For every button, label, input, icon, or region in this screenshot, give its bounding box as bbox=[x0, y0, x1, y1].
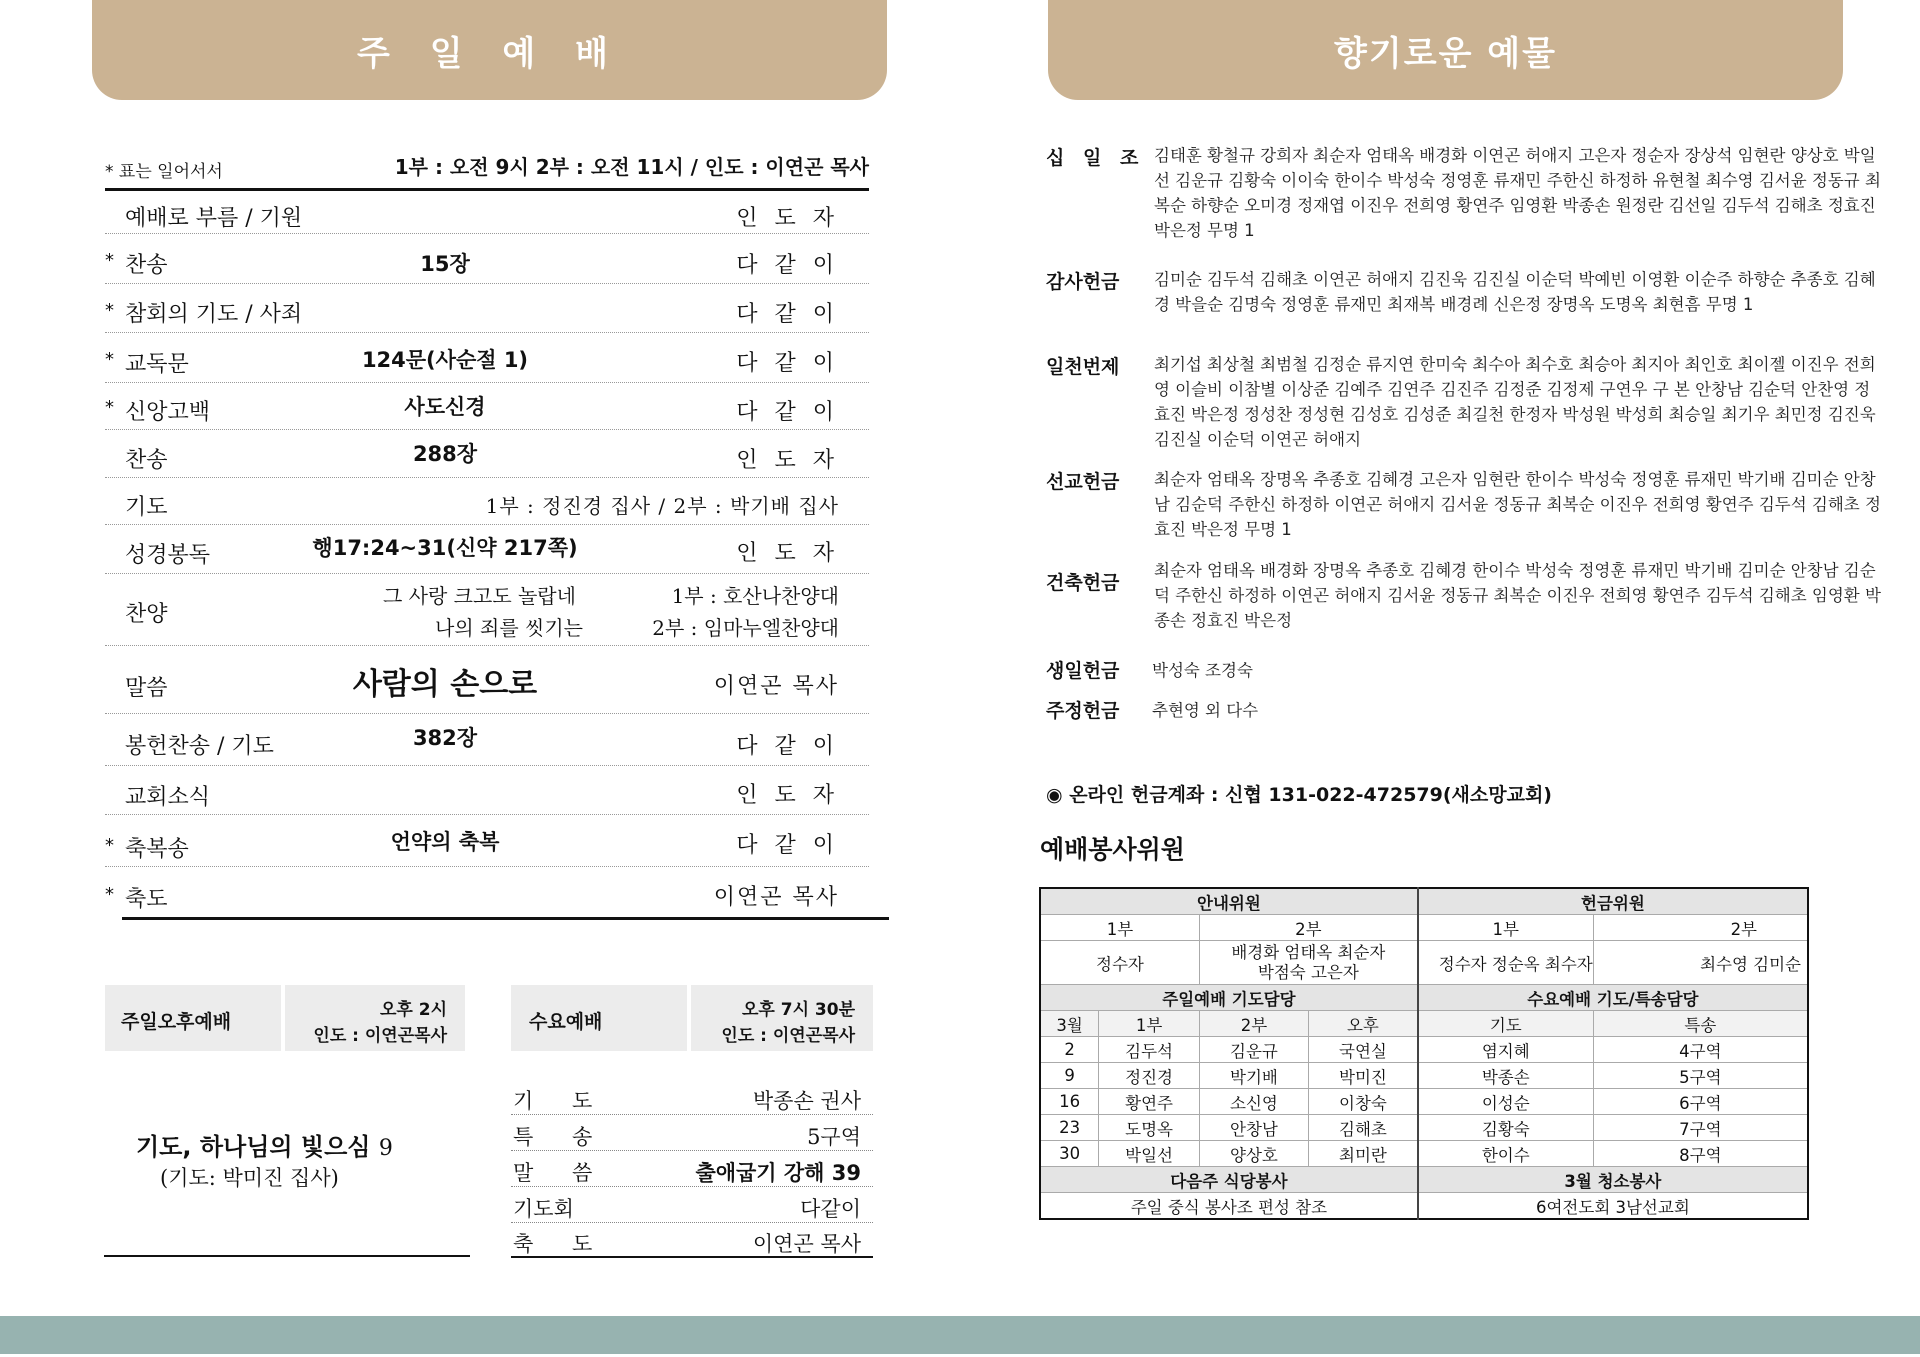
order-item-leader: 다 같 이 bbox=[736, 351, 839, 376]
wednesday-item bbox=[511, 1188, 873, 1223]
row-part2: 안창남 bbox=[1199, 1115, 1308, 1141]
offering-part2-names: 최수영 김미순 bbox=[1593, 941, 1808, 985]
wed-prayer-header: 수요예배 기도/특송담당 bbox=[1418, 985, 1808, 1011]
order-item-leader: 이연곤 목사 bbox=[713, 885, 839, 910]
offering-tithe bbox=[1046, 143, 1881, 243]
order-item-label: 봉헌찬송 / 기도 bbox=[125, 734, 274, 759]
offering-names: 최순자 엄태옥 배경화 장명옥 추종호 김혜경 한이수 박성숙 정영훈 류재민 박기배 김미순 안창남 김순덕 주한신 하정하 이연곤 허애지 김서윤 정동규 최복순 이진우 전희영 황연주 김두석 김해초 임영환 박종손 정효진 박은정 bbox=[1154, 561, 1881, 630]
order-item-leader: 인 도 자 bbox=[736, 783, 839, 808]
row-wed-prayer: 이성순 bbox=[1418, 1089, 1593, 1115]
guide-header: 안내위원 bbox=[1040, 888, 1418, 915]
row-wed-special: 6구역 bbox=[1593, 1089, 1808, 1115]
offering-thanks bbox=[1046, 267, 1876, 342]
afternoon-service-leader: 인도 : 이연곤목사 bbox=[313, 1026, 447, 1046]
order-row bbox=[105, 385, 869, 430]
row-wed-special: 8구역 bbox=[1593, 1141, 1808, 1167]
sunday-prayer-header: 주일예배 기도담당 bbox=[1040, 985, 1418, 1011]
offering-names: 김태훈 황철규 강희자 최순자 엄태옥 배경화 이연곤 허애지 고은자 정순자 장상석 임현란 양상호 박일선 김운규 김황숙 이이숙 한이수 박성숙 정영훈 류재민 주한신 하정하 유현철 최수영 김서윤 정동규 최복순 하향순 오미경 정재엽 이진우 전희영 황연주 임영환 박종손 원정란 김선일 김두석 김해초 정효진 박은정 무명 1 bbox=[1154, 146, 1881, 240]
row-wed-special: 7구역 bbox=[1593, 1115, 1808, 1141]
order-item-label: 신앙고백 bbox=[125, 400, 211, 425]
wednesday-service-name: 수요예배 bbox=[529, 1011, 603, 1033]
standing-mark: * bbox=[105, 250, 114, 271]
order-item-label: 교독문 bbox=[125, 352, 189, 377]
standing-mark: * bbox=[105, 300, 114, 321]
order-item-leader: 1부 : 정진경 집사 / 2부 : 박기배 집사 bbox=[485, 494, 839, 518]
row-afternoon: 최미란 bbox=[1309, 1141, 1418, 1167]
order-item-leader: 다 같 이 bbox=[736, 400, 839, 425]
offering-header: 헌금위원 bbox=[1418, 888, 1808, 915]
order-item-leader: 다 같 이 bbox=[736, 734, 839, 759]
order-item-leader: 인 도 자 bbox=[736, 206, 839, 231]
sermon-title: 사람의 손으로 bbox=[352, 667, 538, 702]
table-row bbox=[1040, 1063, 1808, 1089]
order-header bbox=[105, 150, 869, 191]
offerings-header: 향기로운 예물 bbox=[1048, 0, 1843, 100]
order-row bbox=[105, 717, 869, 766]
offering-category: 선교헌금 bbox=[1046, 471, 1120, 493]
order-item-leader: 다 같 이 bbox=[736, 302, 839, 327]
offering-category: 감사헌금 bbox=[1046, 271, 1120, 293]
row-afternoon: 김해초 bbox=[1309, 1115, 1418, 1141]
col-month: 3월 bbox=[1040, 1011, 1099, 1037]
table-row bbox=[1040, 1037, 1808, 1063]
wednesday-item bbox=[511, 1116, 873, 1151]
praise-choir-1: 1부 : 호산나찬양대 bbox=[671, 584, 839, 608]
order-row bbox=[105, 480, 869, 525]
standing-mark: * bbox=[105, 835, 114, 856]
offering-names: 최기섭 최상철 최범철 김정순 류지연 한미숙 최수아 최수호 최승아 최지아 최인호 최이젤 이진우 전희영 이슬비 이참별 이상준 김예주 김연주 김진주 김정준 김정제 구연우 구 본 안창남 김순덕 안찬영 정효진 박은정 정성찬 정성현 김성호 김성준 최길천 한정자 박성원 박성희 최승일 최기우 최민정 김진욱 김진실 이순덕 이연곤 허애지 bbox=[1154, 355, 1876, 449]
order-item-leader: 인 도 자 bbox=[736, 541, 839, 566]
order-item-label: 찬양 bbox=[125, 602, 168, 627]
afternoon-service-time: 오후 2시 bbox=[379, 1000, 447, 1020]
order-end-rule bbox=[122, 917, 889, 920]
offering-birthday bbox=[1046, 656, 1846, 684]
col-part2: 2부 bbox=[1199, 1011, 1308, 1037]
row-part1: 도명옥 bbox=[1099, 1115, 1200, 1141]
praise-choir-2: 2부 : 임마누엘찬양대 bbox=[652, 616, 839, 640]
row-part1: 정진경 bbox=[1099, 1063, 1200, 1089]
guide-part2-line2: 박점숙 고은자 bbox=[1257, 962, 1359, 982]
order-item-label: 축도 bbox=[125, 887, 168, 912]
wednesday-service-leader: 인도 : 이연곤목사 bbox=[721, 1026, 855, 1046]
order-item-detail: 382장 bbox=[412, 726, 478, 750]
row-day: 16 bbox=[1040, 1089, 1099, 1115]
col-part1: 1부 bbox=[1099, 1011, 1200, 1037]
standing-mark: * bbox=[105, 397, 114, 418]
order-row bbox=[105, 768, 869, 815]
guide-part2-names bbox=[1199, 941, 1417, 985]
footer-band bbox=[0, 1316, 1920, 1354]
wednesday-item-key: 축 도 bbox=[513, 1232, 609, 1256]
order-row bbox=[105, 433, 869, 478]
row-day: 2 bbox=[1040, 1037, 1099, 1063]
order-item-detail: 288장 bbox=[412, 442, 478, 466]
online-account: ◉ 온라인 헌금계좌 : 신협 131-022-472579(새소망교회) bbox=[1046, 784, 1552, 806]
order-item-leader: 이연곤 목사 bbox=[713, 674, 839, 699]
order-item-detail: 124문(사순절 1) bbox=[361, 348, 529, 372]
prayer-underline bbox=[104, 1255, 470, 1257]
offering-names: 김미순 김두석 김해초 이연곤 허애지 김진욱 김진실 이순덕 박예빈 이영환 이순주 하향순 추종호 김혜경 박을순 김명숙 정영훈 류재민 최재복 배경례 신은정 장명옥 도명옥 최현흠 무명 1 bbox=[1154, 270, 1876, 314]
row-day: 9 bbox=[1040, 1063, 1099, 1089]
order-row-praise bbox=[105, 577, 869, 646]
offering-regular bbox=[1046, 696, 1846, 724]
order-item-detail: 언약의 축복 bbox=[390, 830, 500, 854]
offering-part2: 2부 bbox=[1593, 915, 1808, 941]
praise-song-2: 나의 죄를 씻기는 bbox=[435, 616, 583, 640]
order-item-label: 축복송 bbox=[125, 837, 189, 862]
order-row bbox=[105, 195, 869, 234]
wednesday-service-time: 오후 7시 30분 bbox=[741, 1000, 855, 1020]
cleaning-value: 6여전도회 3남선교회 bbox=[1418, 1193, 1808, 1220]
prayer-series-title bbox=[136, 1127, 393, 1162]
offering-category: 건축헌금 bbox=[1046, 572, 1120, 594]
order-item-detail: 행17:24~31(신약 217쪽) bbox=[312, 536, 578, 560]
wednesday-item-value: 다같이 bbox=[800, 1197, 861, 1221]
offering-part1: 1부 bbox=[1418, 915, 1593, 941]
order-item-label: 성경봉독 bbox=[125, 543, 211, 568]
col-special: 특송 bbox=[1593, 1011, 1808, 1037]
row-afternoon: 이창숙 bbox=[1309, 1089, 1418, 1115]
wednesday-item-key: 특 송 bbox=[513, 1125, 609, 1149]
wednesday-item-key: 기도회 bbox=[513, 1197, 574, 1221]
cleaning-header: 3월 청소봉사 bbox=[1418, 1167, 1808, 1193]
row-afternoon: 박미진 bbox=[1309, 1063, 1418, 1089]
order-row bbox=[105, 336, 869, 383]
offering-category: 주정헌금 bbox=[1046, 700, 1120, 722]
order-item-label: 말씀 bbox=[125, 676, 168, 701]
divider bbox=[687, 985, 691, 1051]
guide-part1-names: 정수자 bbox=[1040, 941, 1199, 985]
offering-names: 최순자 엄태옥 장명옥 추종호 김혜경 고은자 임현란 한이수 박성숙 정영훈 류재민 박기배 김미순 안창남 김순덕 주한신 하정하 이연곤 허애지 김서윤 정동규 최복순 이진우 전희영 황연주 김두석 김해초 정효진 박은정 무명 1 bbox=[1154, 470, 1881, 539]
service-committee-table bbox=[1039, 887, 1809, 1220]
row-day: 23 bbox=[1040, 1115, 1099, 1141]
order-item-detail: 15장 bbox=[420, 252, 470, 276]
offering-category: 생일헌금 bbox=[1046, 660, 1120, 682]
row-wed-prayer: 김황숙 bbox=[1418, 1115, 1593, 1141]
order-item-label: 찬송 bbox=[125, 253, 168, 278]
sunday-worship-header: 주 일 예 배 bbox=[92, 0, 887, 100]
row-part2: 박기배 bbox=[1199, 1063, 1308, 1089]
offering-thousand bbox=[1046, 352, 1876, 452]
row-part1: 박일선 bbox=[1099, 1141, 1200, 1167]
divider bbox=[281, 985, 285, 1051]
row-day: 30 bbox=[1040, 1141, 1099, 1167]
praise-song-1: 그 사랑 크고도 놀랍네 bbox=[383, 584, 576, 608]
row-part1: 김두석 bbox=[1099, 1037, 1200, 1063]
row-part2: 김운규 bbox=[1199, 1037, 1308, 1063]
standing-note: * 표는 일어서서 bbox=[105, 162, 223, 182]
afternoon-service-box bbox=[105, 985, 465, 1051]
row-wed-prayer: 박종손 bbox=[1418, 1063, 1593, 1089]
row-wed-prayer: 한이수 bbox=[1418, 1141, 1593, 1167]
row-part1: 황연주 bbox=[1099, 1089, 1200, 1115]
row-wed-special: 4구역 bbox=[1593, 1037, 1808, 1063]
order-item-label: 예배로 부름 / 기원 bbox=[125, 206, 303, 231]
kitchen-header: 다음주 식당봉사 bbox=[1040, 1167, 1418, 1193]
standing-mark: * bbox=[105, 884, 114, 905]
wednesday-item-key: 말 씀 bbox=[513, 1161, 609, 1185]
afternoon-service-name: 주일오후예배 bbox=[121, 1011, 232, 1033]
offering-building bbox=[1046, 558, 1881, 633]
prayer-series-subtitle: (기도: 박미진 집사) bbox=[160, 1166, 339, 1190]
guide-part2: 2부 bbox=[1199, 915, 1417, 941]
wednesday-item bbox=[511, 1152, 873, 1187]
order-item-detail: 사도신경 bbox=[404, 395, 486, 419]
order-row bbox=[105, 240, 869, 284]
prayer-series-name: 기도, 하나님의 빛으심 bbox=[136, 1133, 371, 1161]
row-afternoon: 국연실 bbox=[1309, 1037, 1418, 1063]
table-row bbox=[1040, 1115, 1808, 1141]
offering-category: 십 일 조 bbox=[1046, 147, 1145, 169]
order-row bbox=[105, 647, 869, 714]
offering-mission bbox=[1046, 467, 1881, 542]
standing-mark: * bbox=[105, 349, 114, 370]
row-wed-special: 5구역 bbox=[1593, 1063, 1808, 1089]
order-row bbox=[105, 818, 869, 867]
wednesday-item-value: 박종손 권사 bbox=[752, 1089, 861, 1113]
order-item-label: 참회의 기도 / 사죄 bbox=[125, 302, 303, 327]
order-item-leader: 다 같 이 bbox=[736, 833, 839, 858]
kitchen-value: 주일 중식 봉사조 편성 참조 bbox=[1040, 1193, 1418, 1220]
guide-part2-line1: 배경화 엄태옥 최순자 bbox=[1231, 942, 1386, 962]
wednesday-item bbox=[511, 1080, 873, 1115]
offering-names: 추현영 외 다수 bbox=[1152, 701, 1259, 720]
row-part2: 양상호 bbox=[1199, 1141, 1308, 1167]
wednesday-item-key: 기 도 bbox=[513, 1089, 609, 1113]
wednesday-item-value: 출애굽기 강해 39 bbox=[695, 1161, 861, 1185]
table-row bbox=[1040, 1141, 1808, 1167]
offering-part1-names: 정수자 정순옥 최수자 bbox=[1418, 941, 1593, 985]
order-item-label: 찬송 bbox=[125, 448, 168, 473]
wednesday-end-rule bbox=[511, 1256, 873, 1258]
wednesday-item-value: 5구역 bbox=[807, 1125, 861, 1149]
offering-category: 일천번제 bbox=[1046, 356, 1120, 378]
order-item-leader: 다 같 이 bbox=[736, 253, 839, 278]
order-item-label: 기도 bbox=[125, 495, 168, 520]
order-row bbox=[105, 526, 869, 574]
order-row bbox=[105, 288, 869, 333]
order-item-leader: 인 도 자 bbox=[736, 448, 839, 473]
row-wed-prayer: 염지혜 bbox=[1418, 1037, 1593, 1063]
col-prayer: 기도 bbox=[1418, 1011, 1593, 1037]
order-item-label: 교회소식 bbox=[125, 785, 211, 810]
guide-part1: 1부 bbox=[1040, 915, 1199, 941]
offering-names: 박성숙 조경숙 bbox=[1152, 661, 1253, 680]
wednesday-item bbox=[511, 1223, 873, 1257]
service-committee-title: 예배봉사위원 bbox=[1040, 835, 1185, 864]
row-part2: 소신영 bbox=[1199, 1089, 1308, 1115]
wednesday-service-box bbox=[511, 985, 873, 1051]
wednesday-item-value: 이연곤 목사 bbox=[752, 1232, 861, 1256]
table-row bbox=[1040, 1089, 1808, 1115]
prayer-series-number: 9 bbox=[378, 1136, 393, 1161]
order-row bbox=[105, 872, 869, 916]
col-afternoon: 오후 bbox=[1309, 1011, 1418, 1037]
service-times: 1부 : 오전 9시 2부 : 오전 11시 / 인도 : 이연곤 목사 bbox=[394, 155, 869, 179]
